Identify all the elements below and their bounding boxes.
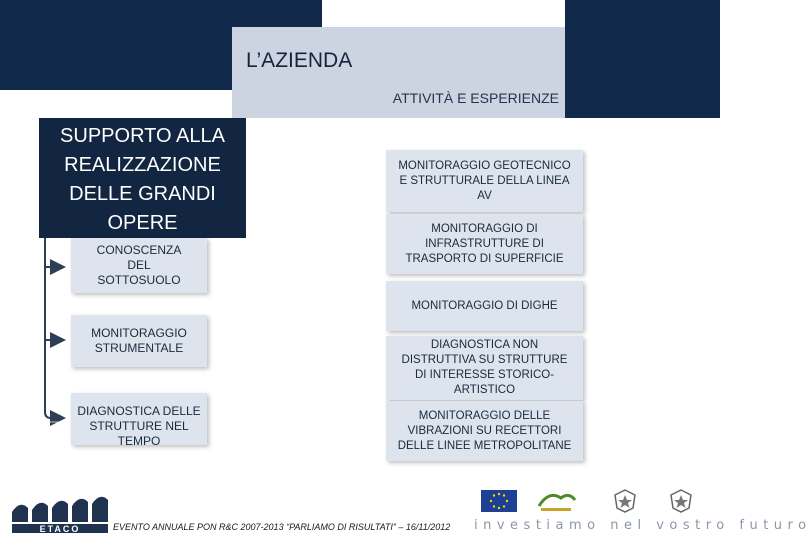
page-title: L’AZIENDA [246, 49, 353, 72]
right-item-1 [386, 150, 583, 212]
right-item-3 [386, 281, 583, 331]
right-item-2 [386, 214, 583, 274]
page-subtitle: ATTIVITÀ E ESPERIENZE [392, 90, 559, 106]
connector-arrow-3 [45, 238, 64, 418]
footer-slogan: investiamo nel vostro futuro [474, 518, 812, 533]
right-item-label: DIAGNOSTICA NON DISTRUTTIVA SU STRUTTURE DI INTERESSE STORICO-ARTISTICO [401, 339, 568, 396]
root-box [39, 118, 246, 238]
right-item-label: MONITORAGGIO DELLE VIBRAZIONI SU RECETTORI DELLE LINEE METROPOLITANE [397, 409, 572, 452]
right-item-4 [386, 336, 583, 400]
left-item-1 [71, 238, 207, 293]
right-item-label: MONITORAGGIO DI INFRASTRUTTURE DI TRASPORTO DI SUPERFICIE [405, 222, 564, 265]
company-logo-text: ETACO [39, 524, 81, 534]
ministry-emblem-1 [612, 488, 638, 514]
right-item-5 [386, 401, 583, 461]
regione-logo [535, 488, 577, 516]
root-label: SUPPORTO ALLA REALIZZAZIONE DELLE GRANDI OPERE [60, 125, 225, 234]
left-item-label: CONOSCENZA DEL SOTTOSUOLO [96, 243, 182, 287]
footer-event-text: EVENTO ANNUALE PON R&C 2007-2013 “PARLIAMO DI RISULTATI” – 16/11/2012 [113, 522, 451, 532]
right-item-label: MONITORAGGIO GEOTECNICO E STRUTTURALE DELLA LINEA AV [398, 159, 571, 202]
left-item-2 [71, 315, 207, 367]
left-item-label: DIAGNOSTICA DELLE STRUTTURE NEL TEMPO [77, 404, 201, 448]
ministry-emblem-2 [668, 488, 694, 514]
company-logo [10, 494, 110, 534]
left-item-label: MONITORAGGIO STRUMENTALE [91, 326, 187, 355]
eu-flag-logo [481, 490, 517, 512]
right-item-label: MONITORAGGIO DI DIGHE [411, 299, 558, 312]
left-item-3 [71, 393, 207, 448]
